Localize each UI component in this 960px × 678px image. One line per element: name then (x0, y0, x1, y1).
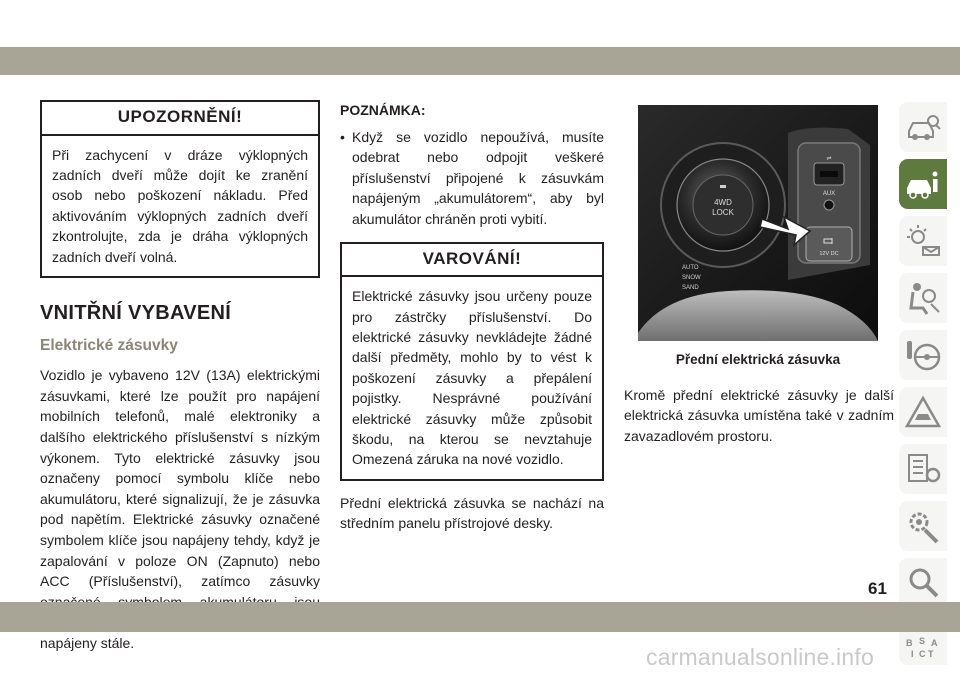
note-text: Když se vozidlo nepoužívá, musíte odebrat nebo odpojit veškeré příslušenství připojené k zásuvkám napájeným „akumulátorem“, aby byl akumulátor chráněn proti vybití. (352, 128, 604, 227)
tab-service[interactable] (899, 444, 947, 494)
warning-box-title: UPOZORNĚNÍ! (42, 102, 318, 136)
outlet-12v-label: 12V DC (819, 251, 839, 257)
car-search-icon (903, 107, 943, 147)
bullet-mark: • (340, 128, 345, 145)
service-list-icon (903, 449, 943, 489)
tab-car-info[interactable] (899, 159, 947, 209)
note-title: POZNÁMKA: (340, 102, 426, 118)
header-band (0, 47, 960, 75)
page-number: 61 (868, 579, 887, 598)
hazard-car-icon (903, 392, 943, 432)
knob-label-4wd: 4WD (714, 198, 732, 207)
tab-safety[interactable] (899, 273, 947, 323)
aux-label: AUX (822, 191, 836, 197)
search-icon (903, 563, 943, 603)
caution-box-text: Elektrické zásuvky jsou určeny pouze pro zástrčky příslušenství. Do elektrické zásuvky nevkládejte žádné další předměty, mohlo by to vést k poškození zásuvky a přepálení pojistky. Nesprávné používání elektrické zásuvky může způsobit škodu, na kterou se nevztahuje Omezená záruka na nové vozidlo. (352, 288, 592, 468)
watermark-text: carmanualsonline.info (646, 644, 874, 670)
tab-search[interactable] (899, 558, 947, 608)
column-left (40, 100, 320, 654)
tab-warning-lights[interactable] (899, 216, 947, 266)
section-title: VNITŘNÍ VYBAVENÍ (40, 302, 232, 325)
mode-snow-label: SNOW (682, 275, 701, 281)
svg-text:B: B (906, 638, 913, 648)
tab-starting-driving[interactable] (899, 330, 947, 380)
chapter-tabs (899, 102, 947, 672)
footer-band (0, 602, 960, 632)
warning-light-icon (903, 221, 943, 261)
warning-box (40, 100, 320, 278)
car-info-icon (903, 164, 943, 204)
tab-emergency[interactable] (899, 387, 947, 437)
front-outlet-paragraph: Přední elektrická zásuvka se nachází na středním panelu přístrojové desky. (340, 494, 604, 532)
gear-wrench-icon (903, 506, 943, 546)
mode-sand-label: SAND (682, 285, 699, 291)
column-middle (340, 100, 604, 534)
figure-caption: Přední elektrická zásuvka (675, 352, 841, 367)
power-outlets-paragraph: Vozidlo je vybaveno 12V (13A) elektrickými zásuvkami, které lze použít pro napájení mobilních telefonů, malé elektroniky a dalšího elektrického příslušenství s nízkým výkonem. Tyto elektrické zásuvky jsou označeny pomocí symbolu klíče nebo akumulátoru, které signalizují, že je zásuvka pod napětím. Elektrické zásuvky označené symbolem klíče jsou napájeny tehdy, když je zapalování v poloze ON (Zapnuto) nebo ACC (Příslušenství), zatímco zásuvky napájeny stále. (40, 367, 320, 651)
tab-specifications[interactable] (899, 501, 947, 551)
svg-text:I: I (911, 649, 914, 659)
column-right (624, 100, 894, 446)
rear-outlet-paragraph: Kromě přední elektrické zásuvky je další elektrická zásuvka umístěna také v zadním zavazadlovém prostoru. (624, 386, 894, 444)
svg-text:A: A (931, 638, 938, 648)
steering-wheel-icon (903, 335, 943, 375)
caution-box-title: VAROVÁNÍ! (342, 244, 602, 278)
front-power-outlet-photo (638, 105, 878, 341)
caution-box (340, 242, 604, 481)
knob-label-lock: LOCK (712, 208, 734, 217)
note-bullet-item (340, 127, 604, 230)
svg-text:S: S (919, 636, 926, 646)
svg-text:T: T (928, 649, 934, 659)
usb-icon: ⇌ (826, 156, 832, 162)
airbag-seat-icon (903, 278, 943, 318)
mode-auto-label: AUTO (682, 265, 699, 271)
warning-box-text: Při zachycení v dráze výklopných zadních dveří může dojít ke zranění osob nebo poškození nákladu. Před aktivováním výklopných zadních dveří zkontrolujte, zda je dráha výklopných zadních dveří volná. (52, 146, 308, 265)
tab-car-search[interactable] (899, 102, 947, 152)
section-subtitle: Elektrické zásuvky (40, 336, 178, 354)
svg-text:C: C (919, 649, 926, 659)
